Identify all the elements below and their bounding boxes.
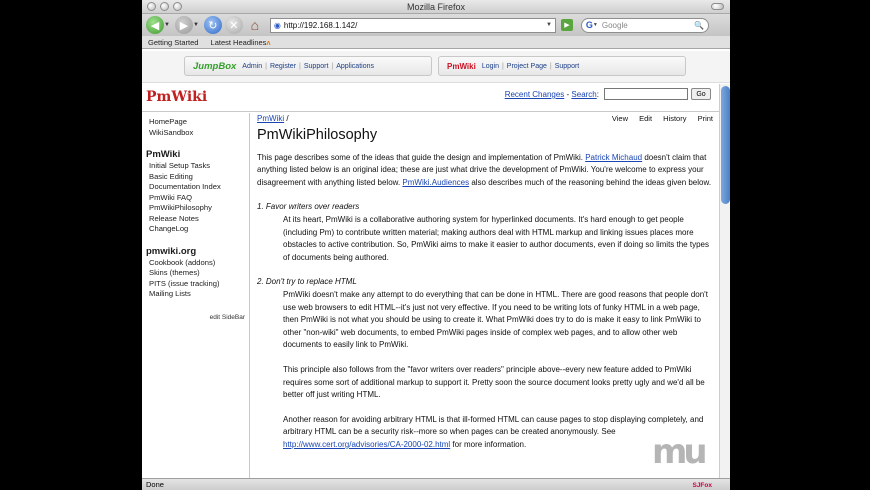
sidebar-item-changelog[interactable]: ChangeLog bbox=[149, 224, 189, 233]
audiences-link[interactable]: PmWiki.Audiences bbox=[402, 177, 470, 187]
recent-changes-link[interactable]: Recent Changes bbox=[504, 90, 565, 99]
bookmarks-bar bbox=[142, 36, 730, 49]
search-input[interactable]: Google bbox=[601, 20, 628, 30]
google-icon[interactable]: G bbox=[585, 20, 593, 30]
breadcrumb-link[interactable]: PmWiki bbox=[257, 114, 285, 123]
section-body bbox=[257, 414, 713, 452]
sidebar-item-homepage[interactable]: HomePage bbox=[149, 117, 187, 126]
stop-button[interactable]: ✕ bbox=[225, 16, 243, 34]
rss-icon: ʌ bbox=[266, 38, 271, 47]
main-content bbox=[257, 113, 713, 451]
bookmark-label: Latest Headlines bbox=[210, 38, 267, 47]
search-link[interactable]: Search bbox=[571, 90, 597, 99]
section-body: PmWiki doesn't make any attempt to do everything that can be done in HTML. There are good reasons that people don't use web browsers to edit HTML--it's just not very effective. If you need to be writing lots of funky HTML in a web page, then PmWiki is not what you should be using to create it. What PmWiki does try to do is make it easy to link PmWiki to other "non-wiki" web documents, to embed PmWiki pages inside of complex web pages, and to allow other web documents to easily link to PmWiki. bbox=[283, 289, 708, 350]
sidebar-heading-pmwiki[interactable]: PmWiki bbox=[146, 149, 181, 160]
wiki-search-input[interactable] bbox=[604, 88, 688, 100]
sidebar-item-mailing-lists[interactable]: Mailing Lists bbox=[149, 289, 191, 298]
jumpbox-nav: JumpBox Admin | Register | Support | Applications bbox=[184, 56, 432, 76]
jb-support-link[interactable]: Support bbox=[303, 62, 329, 70]
jumpbox-logo[interactable]: JumpBox bbox=[193, 60, 237, 72]
header-separator: - bbox=[564, 90, 572, 99]
bookmark-latest-headlines[interactable] bbox=[211, 38, 271, 47]
header-links bbox=[505, 90, 599, 99]
header-colon: : bbox=[596, 90, 599, 99]
forward-history-icon[interactable]: ▼ bbox=[192, 22, 199, 28]
jb-admin-link[interactable]: Admin bbox=[242, 62, 263, 70]
sidebar-item-setup[interactable]: Initial Setup Tasks bbox=[149, 161, 211, 170]
app-login-link[interactable]: Login bbox=[481, 62, 499, 70]
toolbar-toggle-icon[interactable] bbox=[711, 3, 724, 10]
history-action[interactable]: History bbox=[663, 114, 687, 123]
edit-sidebar-link[interactable]: edit SideBar bbox=[209, 313, 245, 321]
sidebar bbox=[142, 113, 250, 478]
sidebar-heading-pmwiki-org[interactable]: pmwiki.org bbox=[146, 245, 197, 257]
intro-text: doesn't claim that anything listed below is an original idea; these are just what drive the development of PmWiki. You're welcome to express your disagreement with anything listed below. bbox=[257, 152, 707, 187]
print-action[interactable]: Print bbox=[697, 114, 713, 123]
status-badge[interactable]: SJFox bbox=[692, 482, 712, 489]
sidebar-item-skins[interactable]: Skins (themes) bbox=[149, 268, 200, 277]
reload-button[interactable]: ↻ bbox=[204, 16, 222, 34]
bookmark-getting-started[interactable]: Getting Started bbox=[148, 38, 199, 47]
window-title: Mozilla Firefox bbox=[406, 2, 465, 12]
sidebar-item-basic-editing[interactable]: Basic Editing bbox=[149, 171, 193, 181]
search-bar[interactable] bbox=[581, 18, 709, 33]
app-nav: PmWiki Login | Project Page | Support bbox=[438, 56, 686, 76]
chevron-down-icon[interactable]: ▼ bbox=[545, 22, 552, 28]
pmwiki-logo[interactable]: PmWiki bbox=[146, 89, 208, 105]
sidebar-item-wikisandbox[interactable]: WikiSandbox bbox=[149, 127, 194, 137]
app-project-page-link[interactable]: Project Page bbox=[506, 62, 547, 70]
zoom-icon[interactable] bbox=[173, 2, 182, 11]
site-icon: ◉ bbox=[273, 20, 281, 30]
intro-text: also describes much of the reasoning behind the ideas given below. bbox=[469, 177, 712, 187]
intro-text: This page describes some of the ideas that guide the design and implementation of PmWiki. bbox=[257, 152, 586, 162]
browser-window bbox=[142, 0, 730, 490]
close-icon[interactable] bbox=[147, 2, 156, 11]
paragraph-text: for more information. bbox=[450, 439, 527, 449]
watermark-logo: mu bbox=[652, 432, 704, 472]
jb-register-link[interactable]: Register bbox=[269, 62, 297, 70]
jumpbox-bar bbox=[142, 51, 730, 83]
breadcrumb-separator: / bbox=[284, 114, 289, 123]
sidebar-item-philosophy[interactable]: PmWikiPhilosophy bbox=[149, 203, 212, 212]
section-heading: 2. Don't try to replace HTML bbox=[257, 277, 357, 287]
title-bar bbox=[142, 0, 730, 14]
navigation-toolbar bbox=[142, 14, 730, 36]
sidebar-item-pits[interactable]: PITS (issue tracking) bbox=[149, 278, 220, 288]
patrick-michaud-link[interactable]: Patrick Michaud bbox=[585, 152, 643, 162]
engine-dropdown-icon[interactable]: ▼ bbox=[592, 22, 598, 28]
status-bar bbox=[142, 478, 730, 490]
sidebar-item-doc-index[interactable]: Documentation Index bbox=[149, 182, 221, 191]
back-history-icon[interactable]: ▼ bbox=[164, 22, 170, 28]
wiki-header bbox=[142, 84, 719, 112]
forward-button[interactable]: ▶ bbox=[175, 16, 193, 34]
sidebar-item-release-notes[interactable]: Release Notes bbox=[149, 213, 199, 223]
minimize-icon[interactable] bbox=[160, 2, 169, 11]
url-input[interactable]: http://192.168.1.142/ bbox=[283, 20, 358, 30]
url-bar[interactable] bbox=[270, 18, 556, 33]
home-button[interactable]: ⌂ bbox=[250, 17, 260, 33]
section-body: At its heart, PmWiki is a collaborative authoring system for hyperlinked documents. It's hard enough to get people (including Pm) to contribute written material; making authors deal with HTML markup and linking issues places more obstacles to active contribution. So, PmWiki aims to make it easier to author documents, even if doing so limits the types of documents being authored. bbox=[283, 214, 709, 262]
scrollbar-thumb[interactable] bbox=[721, 86, 730, 204]
sidebar-item-faq[interactable]: PmWiki FAQ bbox=[149, 192, 193, 202]
edit-action[interactable]: Edit bbox=[639, 114, 653, 123]
app-support-link[interactable]: Support bbox=[554, 62, 580, 70]
page-title: PmWikiPhilosophy bbox=[257, 126, 378, 143]
sidebar-item-cookbook[interactable]: Cookbook (addons) bbox=[149, 257, 216, 267]
back-button[interactable]: ◀ bbox=[146, 16, 164, 34]
intro-paragraph bbox=[257, 152, 713, 190]
page-content bbox=[142, 84, 719, 478]
pmwiki-small-logo[interactable]: PmWiki bbox=[447, 61, 476, 71]
section-heading: 1. Favor writers over readers bbox=[257, 202, 360, 212]
go-button[interactable]: ▶ bbox=[561, 19, 573, 31]
search-icon[interactable]: 🔍 bbox=[693, 20, 704, 30]
page-actions bbox=[603, 113, 713, 126]
view-action[interactable]: View bbox=[611, 114, 629, 123]
cert-advisory-link[interactable]: http://www.cert.org/advisories/CA-2000-02.html bbox=[283, 439, 451, 449]
vertical-scrollbar[interactable] bbox=[719, 84, 730, 478]
go-button[interactable]: Go bbox=[691, 88, 711, 100]
section-body: This principle also follows from the "favor writers over readers" principle above--every new feature added to PmWiki requires some sort of additional markup to support it. Pretty soon the source document looks pretty ugly and we'd all be better off just writing HTML. bbox=[283, 364, 705, 400]
status-text: Done bbox=[146, 480, 164, 489]
jb-applications-link[interactable]: Applications bbox=[336, 62, 374, 70]
paragraph-text: Another reason for avoiding arbitrary HTML is that ill-formed HTML can cause pages to stop displaying completely, and arbitrary HTML can be a security risk--more so when pages can be created anonymously. See bbox=[283, 414, 704, 437]
